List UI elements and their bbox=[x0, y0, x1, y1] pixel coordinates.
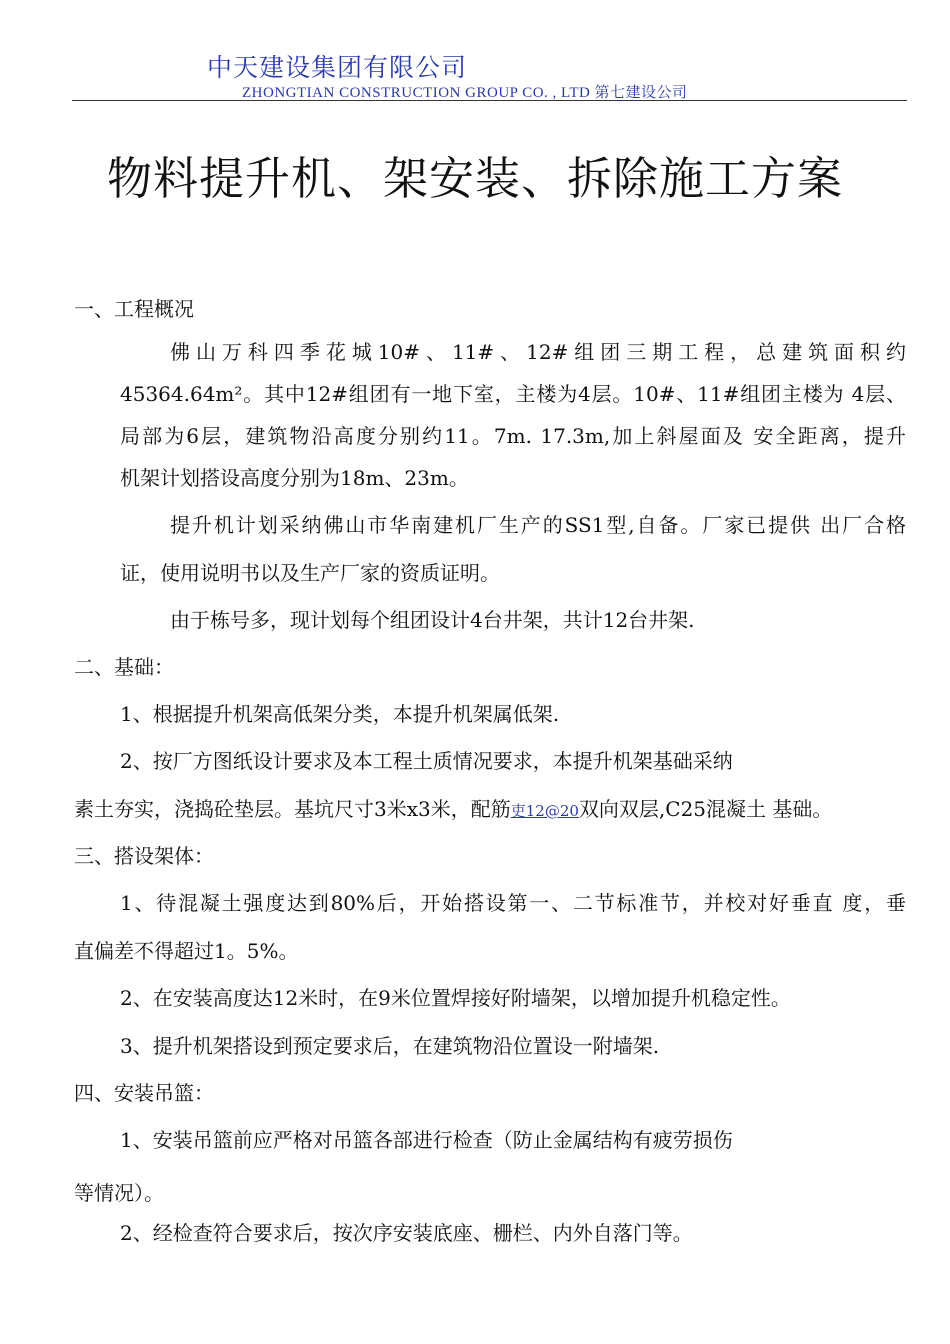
paragraph-line: 佛山万科四季花城10#、11#、12#组团三期工程，总建筑面积约 bbox=[170, 340, 906, 364]
paragraph-line: 局部为6层，建筑物沿高度分别约11。7m. 17.3m,加上斜屋面及 安全距离，提升 bbox=[120, 424, 906, 448]
list-item: 2、在安装高度达12米时，在9米位置焊接好附墙架，以增加提升机稳定性。 bbox=[120, 986, 791, 1010]
list-item: 2、经检查符合要求后，按次序安装底座、栅栏、内外自落门等。 bbox=[120, 1221, 693, 1245]
paragraph-line: 证，使用说明书以及生产厂家的资质证明。 bbox=[120, 561, 500, 585]
paragraph-line: 45364.64m²。其中12#组团有一地下室，主楼为4层。10#、11#组团主楼为 4层、 bbox=[120, 382, 906, 406]
section-heading-frame: 三、搭设架体： bbox=[74, 844, 214, 868]
header-divider bbox=[72, 100, 907, 101]
company-name-cn: 中天建设集团有限公司 bbox=[207, 53, 468, 82]
list-item: 1、根据提升机架高低架分类，本提升机架属低架. bbox=[120, 702, 560, 726]
section-heading-overview: 一、工程概况 bbox=[74, 297, 194, 321]
paragraph-text: 双向双层,C25混凝土 基础。 bbox=[578, 797, 833, 821]
paragraph-line: 提升机计划采纳佛山市华南建机厂生产的SS1型,自备。厂家已提供 出厂合格 bbox=[170, 513, 906, 537]
document-title: 物料提升机、架安装、拆除施工方案 bbox=[106, 152, 843, 205]
section-heading-basket: 四、安装吊篮： bbox=[74, 1081, 214, 1105]
list-item: 1、安装吊篮前应严格对吊篮各部进行检查（防止金属结构有疲劳损伤 bbox=[120, 1128, 733, 1152]
list-item-continuation: 等情况）。 bbox=[74, 1181, 164, 1205]
paragraph-line: 机架计划搭设高度分别为18m、23m。 bbox=[120, 466, 469, 490]
rebar-spec-link[interactable]: 吏12@20 bbox=[510, 802, 579, 820]
paragraph-text: 素土夯实，浇捣砼垫层。基坑尺寸3米x3米，配筋 bbox=[74, 797, 511, 821]
list-item: 2、按厂方图纸设计要求及本工程土质情况要求，本提升机架基础采纳 bbox=[120, 749, 733, 773]
paragraph-line: 由于栋号多，现计划每个组团设计4台井架，共计12台井架. bbox=[170, 608, 695, 632]
list-item: 3、提升机架搭设到预定要求后，在建筑物沿位置设一附墙架. bbox=[120, 1034, 660, 1058]
company-name-en: ZHONGTIAN CONSTRUCTION GROUP CO. , LTD 第七建设公司 bbox=[242, 85, 688, 101]
list-item-continuation: 直偏差不得超过1。5%。 bbox=[74, 939, 299, 963]
section-heading-foundation: 二、基础： bbox=[74, 655, 174, 679]
list-item-continuation bbox=[74, 793, 832, 822]
list-item: 1、待混凝土强度达到80%后，开始搭设第一、二节标准节，并校对好垂直 度，垂 bbox=[120, 891, 906, 915]
